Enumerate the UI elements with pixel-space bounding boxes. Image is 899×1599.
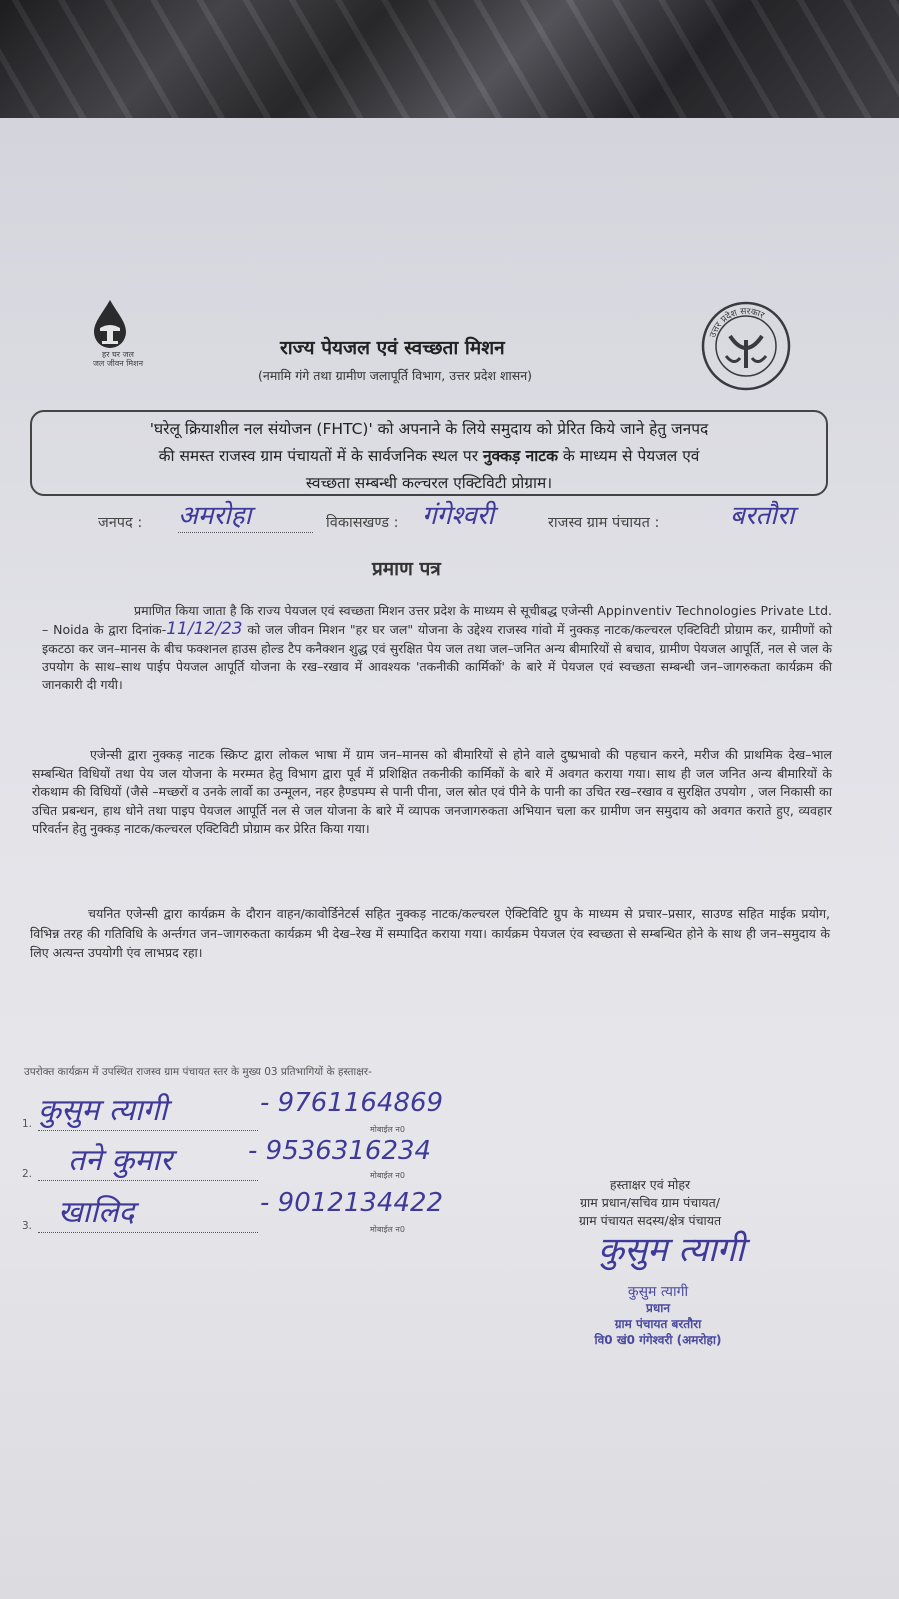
signatory-label-line: ग्राम पंचायत सदस्य/क्षेत्र पंचायत [578,1213,722,1228]
logo-caption-line: जल जीवन मिशन [92,359,144,368]
banner-bold-text: नुक्कड़ नाटक [483,447,558,465]
participant-name: कुसुम त्यागी [38,1092,258,1131]
participant-number: 3. [22,1220,33,1232]
participant-mobile: - 9012134422 [260,1188,444,1218]
banner-line [46,443,812,470]
header-subtitle: (नमामि गंगे तथा ग्रामीण जलापूर्ति विभाग, उत्तर प्रदेश शासन) [258,368,533,383]
participants-intro: उपरोक्त कार्यक्रम में उपस्थित राजस्व ग्राम पंचायत स्तर के मुख्य 03 प्रतिभागियों के हस्ताक्षर- [24,1066,372,1078]
svg-text:उत्तर प्रदेश सरकार [708,307,766,339]
participant-mobile-number: 9761164869 [277,1088,444,1118]
janpad-label: जनपद : [98,515,143,531]
header-title: राज्य पेयजल एवं स्वच्छता मिशन [280,337,505,359]
seal-text: उत्तर प्रदेश सरकार [708,306,766,340]
logo-caption [78,350,158,368]
participant-name: तने कुमार [38,1142,258,1181]
paragraph-1-text: प्रमाणित किया जाता है कि राज्य पेयजल एवं स्वच्छता मिशन उत्तर प्रदेश के माध्यम से सूचीबद्ध एजेन्सी Appinventiv Technologies Private Ltd. – Noida के द्वारा दिनांक- [42,603,832,638]
logo-caption-line: हर घर जल [102,350,134,359]
mobile-label: मोबाईल न0 [370,1171,405,1180]
mobile-label: मोबाईल न0 [370,1225,405,1234]
janpad-value: अमरोहा [178,500,313,533]
stamp-line: वि0 खं0 गंगेश्वरी (अमरोहा) [594,1333,722,1347]
paragraph-2: एजेन्सी द्वारा नुक्कड़ नाटक स्क्रिप्ट द्वारा लोकल भाषा में ग्राम जन–मानस को बीमारियों से होने वाले दुष्प्रभावो की पहचान करने, मरीज की प्राथमिक देख–भाल सम्बन्धित विधियों तथा पेय जल योजना के मरम्मत हेतु विभाग द्वारा पूर्व में प्रशिक्षित तकनीकी कार्मिकों के बारे में अवगत कराया गया। साथ ही जल जनित अन्य बीमारियों के रोकथाम की विधियों (जैसे –मच्छरों व उनके लार्वो का उन्मूलन, नहर हैण्डपम्प से पानी पीना, जल स्रोत एवं पीने के पानी का उचित रख–रखाव व सुरक्षित उपयोग , जल निकासी का उचित प्रबन्धन, हाथ धोने तथा पाइप पेयजल आपूर्ति नल से जल योजना के बारे में व्यापक जनजागरुकता अभियान चला कर ग्रामीण जन समुदाय को अवगत कराते हुए, व्यवहार परिवर्तन हेतु नुक्कड़ नाटक/कल्चरल एक्टिविटी प्रोग्राम कर प्रेरित किया गया। [32,747,832,836]
paragraph-3: चयनित एजेन्सी द्वारा कार्यक्रम के दौरान वाहन/कावोर्डिनेटर्स सहित नुक्कड़ नाटक/कल्चरल ऐक्टिविटि ग्रुप के माध्यम से प्रचार–प्रसार, साउण्ड सहित माईक प्रयोग, विभिन्न तरह की गतिविधि के अर्न्तगत जन–जागरुकता कार्यक्रम भी देख–रेख में सम्पादित कराया गया। कार्यक्रम पेयजल एंव स्वच्छता से सम्बन्धित होने के साथ ही जन–समुदाय के लिए अत्यन्त उपयोगी एंव लाभप्रद रहा। [30,906,830,960]
participant-mobile: - 9536316234 [248,1136,432,1166]
participant-mobile: - 9761164869 [260,1088,444,1118]
participant-number: 2. [22,1168,33,1180]
banner-text: के माध्यम से पेयजल एवं [558,447,700,465]
certificate-title: प्रमाण पत्र [372,558,441,580]
stamp-line: ग्राम पंचायत बरतौरा [614,1317,702,1331]
stamp-line: प्रधान [646,1301,670,1315]
banner-line: 'घरेलू क्रियाशील नल संयोजन (FHTC)' को अपनाने के लिये समुदाय को प्रेरित किये जाने हेतु जनपद [149,420,709,438]
handwritten-signature: कुसुम त्यागी [598,1230,745,1270]
signatory-label-line: हस्ताक्षर एवं मोहर [609,1177,691,1192]
block-value: गंगेश्वरी [422,501,495,531]
program-banner [30,410,828,496]
block-label: विकासखण्ड : [326,515,399,531]
official-stamp [548,1284,768,1348]
participant-mobile-number: 9536316234 [265,1136,432,1166]
up-government-seal-icon [700,300,792,392]
program-date: 11/12/23 [166,619,243,640]
water-drop-logo-icon [88,298,132,350]
banner-text: की समस्त राजस्व ग्राम पंचायतों में के सार्वजनिक स्थल पर [158,447,484,465]
participant-name: खालिद [38,1194,258,1233]
signatory-label-line: ग्राम प्रधान/सचिव ग्राम पंचायत/ [579,1195,721,1210]
paragraph-1-text: को जल जीवन मिशन "हर घर जल" योजना के उद्देश्य राजस्व गांवो में नुक्कड़ नाटक/कल्चरल एक्टिविटी प्रोग्राम कर, ग्रामीणों को इकटठा कर जन–मानस के बीच फक्शनल हाउस होल्ड टैप कनैक्शन शुद्ध एवं सुरक्षित पेय जल तथा जल–जनित अन्य बीमारियों से बचाव, ग्रामीण पेयजल आपूर्ति, नल से जल के उपयोग के साथ–साथ पाईप पेयजल आपूर्ति योजना के रख–रखाव में आवश्यक 'तकनीकी कार्मिकों' के बारे में पेयजल एवं स्वच्छता सम्बन्धी जन–जागरुकता कार्यक्रम की जानकारी दी गयी। [42,622,832,693]
banner-line: स्वच्छता सम्बन्धी कल्चरल एक्टिविटी प्रोग्राम। [305,474,553,492]
stamp-name: कुसुम त्यागी [627,1284,689,1300]
signatory-label [530,1176,770,1230]
gram-label: राजस्व ग्राम पंचायत : [548,515,660,531]
participant-number: 1. [22,1118,33,1130]
participant-mobile-number: 9012134422 [277,1188,444,1218]
paragraph-1 [42,602,832,694]
gram-value: बरतौरा [730,501,795,531]
mobile-label: मोबाईल न0 [370,1125,405,1134]
